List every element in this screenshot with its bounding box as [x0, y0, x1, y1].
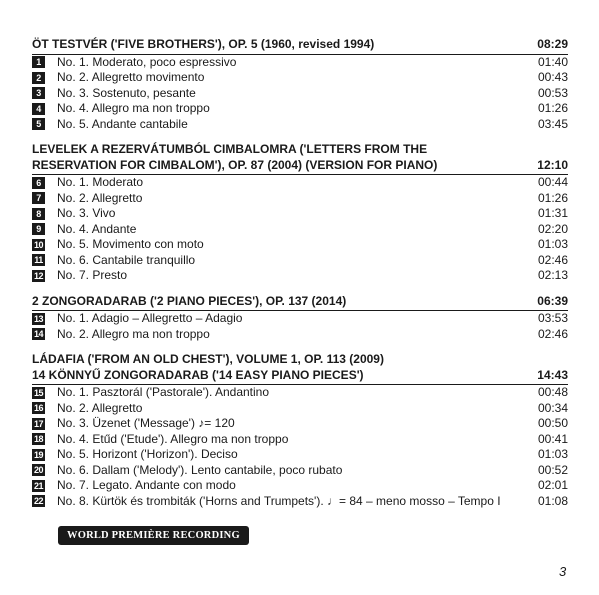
track-number: 3	[32, 87, 45, 99]
track-title: No. 8. Kürtök és trombiták ('Horns and Trumpets'). ♩= 84 – meno mosso – Tempo I	[57, 493, 501, 508]
work-section	[32, 37, 568, 132]
track-row	[32, 237, 568, 253]
track-row	[32, 385, 568, 401]
track-duration: 00:43	[537, 70, 568, 84]
track-number: 9	[32, 223, 45, 235]
work-title-line: RESERVATION FOR CIMBALOM'), OP. 87 (2004) (VERSION FOR PIANO)	[32, 157, 438, 172]
track-duration: 01:31	[537, 206, 568, 220]
track-duration: 01:40	[537, 54, 568, 69]
track-duration: 01:03	[537, 237, 568, 251]
track-number: 11	[32, 254, 45, 266]
track-row	[32, 86, 568, 102]
track-row	[32, 416, 568, 432]
tracklist	[32, 37, 568, 519]
track-row	[32, 206, 568, 222]
track-duration: 00:50	[537, 416, 568, 430]
work-heading	[32, 294, 568, 312]
track-title: No. 3. Vivo	[57, 206, 116, 220]
track-duration: 01:26	[537, 190, 568, 205]
track-number: 13	[33, 313, 43, 324]
track-duration: 02:46	[537, 326, 568, 341]
track-row	[32, 478, 568, 494]
track-duration: 00:41	[537, 431, 568, 446]
track-number: 22	[33, 496, 43, 507]
track-number: 10	[33, 239, 43, 250]
work-title	[32, 142, 437, 173]
track-row	[32, 463, 568, 479]
work-title-line: LÁDAFIA ('FROM AN OLD CHEST'), VOLUME 1, OP. 113 (2009)	[32, 352, 384, 366]
track-duration: 03:53	[537, 311, 568, 325]
track-duration: 00:48	[537, 385, 568, 399]
track-number: 5	[32, 118, 45, 130]
track-duration: 02:46	[537, 252, 568, 267]
track-title: No. 2. Allegretto	[57, 400, 143, 415]
work-title	[32, 352, 384, 383]
track-title: No. 5. Movimento con moto	[57, 237, 204, 251]
track-title: No. 3. Üzenet ('Message') ♪= 120	[57, 416, 235, 430]
track-title: No. 2. Allegro ma non troppo	[57, 326, 210, 341]
track-duration: 03:45	[537, 116, 568, 131]
track-duration: 00:53	[537, 85, 568, 100]
track-row	[32, 268, 568, 284]
track-number: 2	[32, 72, 45, 84]
track-row	[32, 327, 568, 343]
track-title: No. 1. Adagio – Allegretto – Adagio	[57, 311, 243, 325]
track-number: 16	[33, 403, 43, 414]
track-row	[32, 447, 568, 463]
track-number: 12	[33, 270, 43, 281]
page-number: 3	[559, 564, 567, 579]
track-duration: 01:08	[537, 493, 568, 508]
track-row	[32, 117, 568, 133]
track-title: No. 7. Legato. Andante con modo	[57, 478, 236, 492]
track-title: No. 1. Moderato, poco espressivo	[57, 54, 237, 69]
track-row	[32, 70, 568, 86]
work-total-duration: 06:39	[537, 293, 568, 308]
track-duration: 01:26	[537, 101, 568, 115]
track-title: No. 4. Andante	[57, 221, 137, 236]
work-total-duration: 12:10	[537, 157, 568, 172]
track-title: No. 4. Allegro ma non troppo	[57, 101, 210, 115]
track-duration: 00:44	[537, 175, 568, 189]
track-title: No. 1. Pasztorál ('Pastorale'). Andantino	[57, 385, 270, 399]
track-row	[32, 191, 568, 207]
track-title: No. 2. Allegretto	[57, 190, 143, 205]
track-title: No. 5. Andante cantabile	[57, 116, 188, 131]
track-number: 20	[33, 465, 43, 476]
work-heading	[32, 37, 568, 55]
work-total-duration: 08:29	[537, 37, 568, 51]
track-number: 15	[33, 387, 43, 398]
track-title: No. 5. Horizont ('Horizon'). Deciso	[57, 447, 238, 461]
track-duration: 00:34	[537, 400, 568, 415]
track-title: No. 6. Cantabile tranquillo	[57, 252, 196, 267]
track-number: 8	[32, 208, 45, 220]
track-row	[32, 494, 568, 510]
work-title-line: 14 KÖNNYŰ ZONGORADARAB ('14 EASY PIANO PIECES')	[32, 367, 364, 382]
work-heading	[32, 142, 568, 175]
work-title-line: 2 ZONGORADARAB ('2 PIANO PIECES'), OP. 137 (2014)	[32, 293, 347, 308]
work-title	[32, 294, 346, 310]
track-number: 7	[32, 192, 45, 204]
track-number: 4	[32, 103, 45, 115]
track-duration: 00:52	[537, 462, 568, 477]
track-row	[32, 311, 568, 327]
work-title	[32, 37, 374, 53]
track-row	[32, 253, 568, 269]
track-number: 21	[33, 480, 43, 491]
track-title: No. 6. Dallam ('Melody'). Lento cantabile, poco rubato	[57, 462, 343, 477]
track-row	[32, 401, 568, 417]
track-number: 1	[32, 56, 45, 68]
work-section	[32, 294, 568, 343]
track-row	[32, 101, 568, 117]
track-number: 18	[33, 434, 43, 445]
track-number: 14	[33, 329, 43, 340]
track-title: No. 7. Presto	[57, 268, 128, 282]
track-duration: 01:03	[537, 447, 568, 461]
track-row	[32, 175, 568, 191]
work-title-line: LEVELEK A REZERVÁTUMBÓL CIMBALOMRA ('LETTERS FROM THE	[32, 142, 428, 156]
track-number: 19	[33, 449, 43, 460]
track-title: No. 1. Moderato	[57, 175, 144, 189]
track-title: No. 2. Allegretto movimento	[57, 70, 205, 84]
world-premiere-badge: WORLD PREMIÈRE RECORDING	[58, 526, 249, 545]
work-total-duration: 14:43	[537, 367, 568, 382]
work-title-line: ÖT TESTVÉR ('FIVE BROTHERS'), OP. 5 (1960, revised 1994)	[32, 37, 375, 51]
work-section	[32, 142, 568, 284]
track-duration: 02:13	[537, 268, 568, 282]
track-title: No. 3. Sostenuto, pesante	[57, 85, 196, 100]
track-duration: 02:20	[537, 221, 568, 236]
work-heading	[32, 352, 568, 385]
track-number: 17	[33, 418, 43, 429]
track-row	[32, 55, 568, 71]
track-row	[32, 432, 568, 448]
work-section	[32, 352, 568, 509]
track-title: No. 4. Etűd ('Etude'). Allegro ma non troppo	[57, 431, 289, 446]
track-duration: 02:01	[537, 478, 568, 492]
track-number: 6	[32, 177, 45, 189]
track-row	[32, 222, 568, 238]
